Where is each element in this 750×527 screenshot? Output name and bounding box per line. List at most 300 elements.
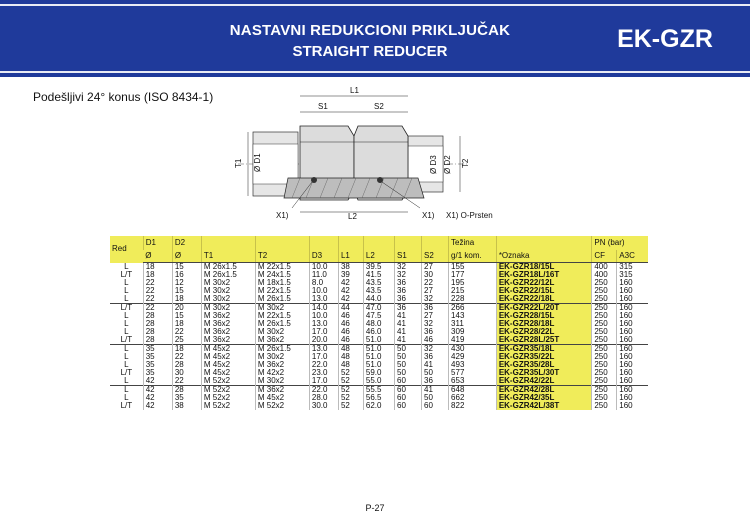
cell-d3: 20.0 bbox=[309, 336, 338, 345]
cell-s2: 41 bbox=[422, 361, 449, 369]
cell-t2: M 18x1.5 bbox=[255, 279, 309, 287]
header-pn: PN (bar) bbox=[592, 236, 648, 250]
cell-l1: 52 bbox=[338, 377, 363, 386]
cell-t2: M 36x2 bbox=[255, 361, 309, 369]
cell-d1: 42 bbox=[143, 402, 172, 410]
cell-tezina: 155 bbox=[449, 263, 497, 272]
cell-oznaka: EK-GZR18/15L bbox=[496, 263, 592, 272]
product-code: EK-GZR bbox=[617, 25, 713, 53]
cell-t1: M 30x2 bbox=[201, 287, 255, 295]
cell-red: L bbox=[124, 261, 129, 271]
cell-s2: 60 bbox=[422, 402, 449, 410]
cell-s1: 50 bbox=[395, 345, 422, 354]
cell-t2: M 36x2 bbox=[255, 386, 309, 395]
header-blank bbox=[338, 236, 363, 250]
cell-oznaka: EK-GZR22/15L bbox=[496, 287, 592, 295]
cell-l2: 43.5 bbox=[363, 287, 394, 295]
cell-l1: 52 bbox=[338, 394, 363, 402]
cell-l2: 43.5 bbox=[363, 279, 394, 287]
cell-t1: M 26x1.5 bbox=[201, 271, 255, 279]
cell-d3: 11.0 bbox=[309, 271, 338, 279]
cell-t1: M 36x2 bbox=[201, 320, 255, 328]
cell-oznaka: EK-GZR35L/30T bbox=[496, 369, 592, 377]
cell-s2: 36 bbox=[422, 328, 449, 336]
cell-l1: 52 bbox=[338, 402, 363, 410]
cell-tezina: 662 bbox=[449, 394, 497, 402]
cell-d2: 30 bbox=[172, 369, 201, 377]
banner-rule-bottom bbox=[0, 71, 750, 73]
cell-t2: M 52x2 bbox=[255, 402, 309, 410]
cell-l1: 44 bbox=[338, 304, 363, 313]
cell-pn-cf: 400 bbox=[592, 271, 617, 279]
cell-d1: 28 bbox=[143, 312, 172, 320]
cell-t1: M 52x2 bbox=[201, 402, 255, 410]
cell-oznaka: EK-GZR22/12L bbox=[496, 279, 592, 287]
cell-oznaka: EK-GZR35/18L bbox=[496, 345, 592, 354]
cell-pn-cf: 250 bbox=[592, 279, 617, 287]
cell-d3: 10.0 bbox=[309, 287, 338, 295]
cell-red: L bbox=[124, 311, 129, 320]
cell-pn-cf: 250 bbox=[592, 336, 617, 345]
cell-l1: 48 bbox=[338, 361, 363, 369]
cell-pn-cf: 250 bbox=[592, 312, 617, 320]
cell-red: L bbox=[124, 327, 129, 336]
cell-l1: 48 bbox=[338, 353, 363, 361]
cell-s1: 41 bbox=[395, 320, 422, 328]
cell-oznaka: EK-GZR22L/20T bbox=[496, 304, 592, 313]
cell-red: L bbox=[124, 393, 129, 402]
header-tezina: Težina bbox=[449, 236, 497, 250]
cell-l2: 51.0 bbox=[363, 353, 394, 361]
cell-oznaka: EK-GZR35/28L bbox=[496, 361, 592, 369]
cell-l1: 42 bbox=[338, 287, 363, 295]
cell-pn-cf: 250 bbox=[592, 345, 617, 354]
cell-red: L bbox=[110, 345, 143, 354]
cell-l2: 48.0 bbox=[363, 320, 394, 328]
cell-t1: M 36x2 bbox=[201, 312, 255, 320]
title-primary: NASTAVNI REDUKCIONI PRIKLJUČAK bbox=[229, 22, 511, 39]
cell-oznaka: EK-GZR35/22L bbox=[496, 353, 592, 361]
cell-d3: 30.0 bbox=[309, 402, 338, 410]
cell-pn-a3c: 160 bbox=[617, 304, 648, 313]
cell-d3: 23.0 bbox=[309, 369, 338, 377]
cell-t2: M 26x1.5 bbox=[255, 320, 309, 328]
cell-s2: 22 bbox=[422, 279, 449, 287]
header-d1-symbol: Ø bbox=[143, 250, 172, 263]
cell-t2: M 30x2 bbox=[255, 377, 309, 386]
cell-s2: 50 bbox=[422, 369, 449, 377]
cell-t1: M 52x2 bbox=[201, 386, 255, 395]
cell-t2: M 36x2 bbox=[255, 336, 309, 345]
cell-d3: 10.0 bbox=[309, 312, 338, 320]
cell-d3: 17.0 bbox=[309, 377, 338, 386]
cell-s2: 50 bbox=[422, 394, 449, 402]
cell-l1: 38 bbox=[338, 263, 363, 272]
cell-d2: 20 bbox=[172, 304, 201, 313]
cell-s2: 32 bbox=[422, 295, 449, 304]
d3-label: Ø D3 bbox=[429, 155, 438, 174]
cell-red: L bbox=[124, 352, 129, 361]
cell-d3: 10.0 bbox=[309, 263, 338, 272]
cell-t1: M 30x2 bbox=[201, 279, 255, 287]
cell-d1: 42 bbox=[143, 377, 172, 386]
cell-t1: M 36x2 bbox=[201, 328, 255, 336]
cell-t2: M 42x2 bbox=[255, 369, 309, 377]
cell-red: L bbox=[124, 319, 129, 328]
cell-l1: 46 bbox=[338, 320, 363, 328]
cell-s1: 32 bbox=[395, 263, 422, 272]
header-a3c: A3C bbox=[617, 250, 648, 263]
cell-t1: M 45x2 bbox=[201, 369, 255, 377]
cell-tezina: 648 bbox=[449, 386, 497, 395]
header-blank bbox=[255, 236, 309, 250]
cell-tezina: 266 bbox=[449, 304, 497, 313]
cell-l2: 59.0 bbox=[363, 369, 394, 377]
cell-l2: 51.0 bbox=[363, 361, 394, 369]
cell-d3: 22.0 bbox=[309, 361, 338, 369]
cell-tezina: 653 bbox=[449, 377, 497, 386]
cell-d2: 15 bbox=[172, 312, 201, 320]
cell-d3: 28.0 bbox=[309, 394, 338, 402]
d1-label: Ø D1 bbox=[253, 153, 262, 172]
cell-s1: 60 bbox=[395, 377, 422, 386]
cell-t1: M 36x2 bbox=[201, 336, 255, 345]
cell-d1: 42 bbox=[143, 386, 172, 395]
cell-d1: 22 bbox=[143, 295, 172, 304]
cell-t1: M 45x2 bbox=[201, 345, 255, 354]
cell-pn-a3c: 160 bbox=[617, 328, 648, 336]
header-blank bbox=[395, 236, 422, 250]
cell-pn-a3c: 160 bbox=[617, 386, 648, 395]
cell-s1: 36 bbox=[395, 287, 422, 295]
cell-d1: 22 bbox=[143, 287, 172, 295]
cell-l1: 42 bbox=[338, 295, 363, 304]
cell-red: L bbox=[124, 376, 129, 385]
cell-t1: M 30x2 bbox=[201, 304, 255, 313]
cell-l2: 51.0 bbox=[363, 345, 394, 354]
header-d2: D2 bbox=[172, 236, 201, 250]
cell-d2: 28 bbox=[172, 361, 201, 369]
cell-l1: 52 bbox=[338, 369, 363, 377]
cell-d2: 25 bbox=[172, 336, 201, 345]
cell-s1: 50 bbox=[395, 361, 422, 369]
cell-s2: 27 bbox=[422, 287, 449, 295]
cell-oznaka: EK-GZR18L/16T bbox=[496, 271, 592, 279]
cell-d2: 18 bbox=[172, 295, 201, 304]
cell-t2: M 22x1.5 bbox=[255, 287, 309, 295]
cell-l1: 46 bbox=[338, 336, 363, 345]
cell-pn-cf: 250 bbox=[592, 369, 617, 377]
cell-d1: 28 bbox=[143, 328, 172, 336]
cell-d1: 18 bbox=[143, 271, 172, 279]
cell-l2: 39.5 bbox=[363, 263, 394, 272]
cell-d2: 12 bbox=[172, 279, 201, 287]
cell-pn-a3c: 160 bbox=[617, 402, 648, 410]
cell-oznaka: EK-GZR28L/25T bbox=[496, 336, 592, 345]
cell-red: L/T bbox=[120, 401, 133, 410]
cell-d1: 28 bbox=[143, 320, 172, 328]
cell-red: L bbox=[124, 286, 129, 295]
cell-d3: 22.0 bbox=[309, 386, 338, 395]
cell-pn-cf: 250 bbox=[592, 320, 617, 328]
cell-t1: M 45x2 bbox=[201, 353, 255, 361]
cell-d3: 13.0 bbox=[309, 320, 338, 328]
title-banner bbox=[0, 0, 750, 77]
header-red: Red bbox=[110, 236, 143, 263]
cell-d2: 35 bbox=[172, 394, 201, 402]
cell-oznaka: EK-GZR28/15L bbox=[496, 312, 592, 320]
cell-d1: 42 bbox=[143, 394, 172, 402]
cell-red: L bbox=[110, 386, 143, 395]
header-blank bbox=[496, 236, 592, 250]
cell-pn-a3c: 160 bbox=[617, 345, 648, 354]
x1-left-label: X1) bbox=[276, 211, 289, 220]
cell-t2: M 22x1.5 bbox=[255, 263, 309, 272]
cell-d3: 17.0 bbox=[309, 328, 338, 336]
cell-l2: 62.0 bbox=[363, 402, 394, 410]
cell-d2: 16 bbox=[172, 271, 201, 279]
page-number: P-27 bbox=[365, 503, 385, 513]
cell-s1: 36 bbox=[395, 304, 422, 313]
cell-pn-cf: 250 bbox=[592, 353, 617, 361]
cell-s2: 46 bbox=[422, 336, 449, 345]
header-t1: T1 bbox=[201, 250, 255, 263]
cell-t2: M 26x1.5 bbox=[255, 345, 309, 354]
cell-s2: 36 bbox=[422, 353, 449, 361]
cell-t1: M 52x2 bbox=[201, 394, 255, 402]
cell-tezina: 143 bbox=[449, 312, 497, 320]
cell-t1: M 26x1.5 bbox=[201, 263, 255, 272]
header-cf: CF bbox=[592, 250, 617, 263]
cell-s1: 50 bbox=[395, 353, 422, 361]
cell-pn-cf: 250 bbox=[592, 328, 617, 336]
table-row bbox=[110, 402, 648, 410]
cell-s1: 41 bbox=[395, 336, 422, 345]
cell-tezina: 195 bbox=[449, 279, 497, 287]
header-tezina-unit: g/1 kom. bbox=[449, 250, 497, 263]
header-t2: T2 bbox=[255, 250, 309, 263]
t1-label: T1 bbox=[234, 158, 243, 168]
cell-pn-a3c: 160 bbox=[617, 295, 648, 304]
cell-d2: 18 bbox=[172, 345, 201, 354]
header-blank bbox=[309, 236, 338, 250]
cell-t2: M 30x2 bbox=[255, 304, 309, 313]
cell-pn-cf: 250 bbox=[592, 402, 617, 410]
cell-l2: 47.5 bbox=[363, 312, 394, 320]
cell-tezina: 429 bbox=[449, 353, 497, 361]
cell-red: L/T bbox=[120, 368, 133, 377]
spec-table bbox=[110, 236, 648, 410]
cell-pn-cf: 250 bbox=[592, 287, 617, 295]
cell-tezina: 577 bbox=[449, 369, 497, 377]
cell-s2: 41 bbox=[422, 386, 449, 395]
cell-d2: 22 bbox=[172, 353, 201, 361]
cell-s2: 36 bbox=[422, 304, 449, 313]
cell-s1: 36 bbox=[395, 279, 422, 287]
subtitle: Podešljivi 24° konus (ISO 8434-1) bbox=[33, 90, 214, 104]
cell-l2: 55.0 bbox=[363, 377, 394, 386]
cell-l1: 46 bbox=[338, 328, 363, 336]
cell-s1: 50 bbox=[395, 369, 422, 377]
cell-oznaka: EK-GZR28/18L bbox=[496, 320, 592, 328]
cell-s1: 36 bbox=[395, 295, 422, 304]
cell-pn-cf: 250 bbox=[592, 377, 617, 386]
cell-pn-a3c: 160 bbox=[617, 287, 648, 295]
cell-pn-a3c: 160 bbox=[617, 279, 648, 287]
cell-d1: 22 bbox=[143, 279, 172, 287]
fitting-body bbox=[284, 178, 424, 198]
d2-label: Ø D2 bbox=[443, 155, 452, 174]
s2-label: S2 bbox=[374, 102, 384, 111]
cell-l2: 41.5 bbox=[363, 271, 394, 279]
cell-l2: 44.0 bbox=[363, 295, 394, 304]
cell-d3: 13.0 bbox=[309, 295, 338, 304]
cell-d2: 28 bbox=[172, 386, 201, 395]
cell-tezina: 177 bbox=[449, 271, 497, 279]
cell-oznaka: EK-GZR22/18L bbox=[496, 295, 592, 304]
cell-pn-cf: 250 bbox=[592, 386, 617, 395]
cell-s1: 32 bbox=[395, 271, 422, 279]
cell-d2: 22 bbox=[172, 377, 201, 386]
cell-d3: 14.0 bbox=[309, 304, 338, 313]
x1-right-label: X1) bbox=[422, 211, 435, 220]
oring-note: X1) O-Prsten bbox=[446, 211, 493, 220]
cell-pn-cf: 250 bbox=[592, 361, 617, 369]
header-d2-symbol: Ø bbox=[172, 250, 201, 263]
l2-label: L2 bbox=[348, 212, 357, 221]
cell-s1: 60 bbox=[395, 394, 422, 402]
cell-l1: 39 bbox=[338, 271, 363, 279]
cell-s1: 41 bbox=[395, 312, 422, 320]
cell-pn-a3c: 160 bbox=[617, 353, 648, 361]
banner-rule-top bbox=[0, 4, 750, 6]
cell-tezina: 228 bbox=[449, 295, 497, 304]
cell-tezina: 419 bbox=[449, 336, 497, 345]
cell-s2: 27 bbox=[422, 263, 449, 272]
cell-tezina: 822 bbox=[449, 402, 497, 410]
cell-t1: M 52x2 bbox=[201, 377, 255, 386]
cell-oznaka: EK-GZR42/28L bbox=[496, 386, 592, 395]
cell-t1: M 30x2 bbox=[201, 295, 255, 304]
header-l1: L1 bbox=[338, 250, 363, 263]
cell-tezina: 309 bbox=[449, 328, 497, 336]
cell-d2: 18 bbox=[172, 320, 201, 328]
cell-l2: 46.0 bbox=[363, 328, 394, 336]
t2-label: T2 bbox=[461, 158, 470, 168]
cell-s1: 60 bbox=[395, 386, 422, 395]
cell-t2: M 24x1.5 bbox=[255, 271, 309, 279]
cell-d3: 13.0 bbox=[309, 345, 338, 354]
cell-d1: 18 bbox=[143, 263, 172, 272]
s1-label: S1 bbox=[318, 102, 328, 111]
cell-red: L/T bbox=[110, 304, 143, 313]
cell-s2: 32 bbox=[422, 320, 449, 328]
header-d1: D1 bbox=[143, 236, 172, 250]
cell-s2: 32 bbox=[422, 345, 449, 354]
technical-drawing bbox=[228, 82, 528, 232]
cell-oznaka: EK-GZR42/35L bbox=[496, 394, 592, 402]
header-blank bbox=[422, 236, 449, 250]
cell-pn-a3c: 160 bbox=[617, 336, 648, 345]
cell-s1: 60 bbox=[395, 402, 422, 410]
cell-pn-cf: 250 bbox=[592, 394, 617, 402]
cell-d1: 22 bbox=[143, 304, 172, 313]
cell-l1: 42 bbox=[338, 279, 363, 287]
cell-l1: 46 bbox=[338, 312, 363, 320]
cell-l2: 55.5 bbox=[363, 386, 394, 395]
cell-l1: 48 bbox=[338, 345, 363, 354]
cell-red: L/T bbox=[120, 335, 133, 344]
cell-d3: 8.0 bbox=[309, 279, 338, 287]
cell-l2: 56.5 bbox=[363, 394, 394, 402]
cell-l2: 47.0 bbox=[363, 304, 394, 313]
cell-oznaka: EK-GZR42L/38T bbox=[496, 402, 592, 410]
cell-pn-a3c: 315 bbox=[617, 263, 648, 272]
cell-s2: 30 bbox=[422, 271, 449, 279]
cell-t2: M 45x2 bbox=[255, 394, 309, 402]
cell-l1: 52 bbox=[338, 386, 363, 395]
cell-pn-cf: 400 bbox=[592, 263, 617, 272]
cell-d2: 22 bbox=[172, 328, 201, 336]
cell-t1: M 45x2 bbox=[201, 361, 255, 369]
cell-oznaka: EK-GZR28/22L bbox=[496, 328, 592, 336]
cell-d1: 35 bbox=[143, 345, 172, 354]
cell-red: L bbox=[124, 360, 129, 369]
cell-d2: 15 bbox=[172, 263, 201, 272]
cell-t2: M 22x1.5 bbox=[255, 312, 309, 320]
cell-pn-cf: 250 bbox=[592, 304, 617, 313]
cell-tezina: 493 bbox=[449, 361, 497, 369]
cell-t2: M 30x2 bbox=[255, 353, 309, 361]
cell-red: L bbox=[124, 294, 129, 303]
cell-pn-a3c: 160 bbox=[617, 369, 648, 377]
cell-tezina: 311 bbox=[449, 320, 497, 328]
cell-d1: 35 bbox=[143, 353, 172, 361]
cell-s1: 41 bbox=[395, 328, 422, 336]
cell-pn-a3c: 160 bbox=[617, 361, 648, 369]
cell-red: L/T bbox=[120, 270, 133, 279]
header-blank bbox=[363, 236, 394, 250]
cell-tezina: 430 bbox=[449, 345, 497, 354]
l1-label: L1 bbox=[350, 86, 359, 95]
cell-red: L bbox=[124, 278, 129, 287]
cell-t2: M 26x1.5 bbox=[255, 295, 309, 304]
cell-t2: M 30x2 bbox=[255, 328, 309, 336]
cell-s2: 36 bbox=[422, 377, 449, 386]
cell-d2: 15 bbox=[172, 287, 201, 295]
cell-s2: 27 bbox=[422, 312, 449, 320]
header-blank bbox=[201, 236, 255, 250]
cell-d1: 28 bbox=[143, 336, 172, 345]
cell-pn-a3c: 160 bbox=[617, 312, 648, 320]
header-d3: D3 bbox=[309, 250, 338, 263]
header-s2: S2 bbox=[422, 250, 449, 263]
cell-pn-a3c: 160 bbox=[617, 377, 648, 386]
cell-oznaka: EK-GZR42/22L bbox=[496, 377, 592, 386]
header-s1: S1 bbox=[395, 250, 422, 263]
spec-table-body bbox=[110, 263, 648, 411]
cell-d3: 17.0 bbox=[309, 353, 338, 361]
cell-d2: 38 bbox=[172, 402, 201, 410]
cell-d1: 35 bbox=[143, 361, 172, 369]
cell-pn-a3c: 160 bbox=[617, 320, 648, 328]
header-l2: L2 bbox=[363, 250, 394, 263]
cell-pn-a3c: 160 bbox=[617, 394, 648, 402]
cell-l2: 51.0 bbox=[363, 336, 394, 345]
header-oznaka: *Oznaka bbox=[496, 250, 592, 263]
cell-tezina: 215 bbox=[449, 287, 497, 295]
title-secondary: STRAIGHT REDUCER bbox=[292, 43, 448, 60]
